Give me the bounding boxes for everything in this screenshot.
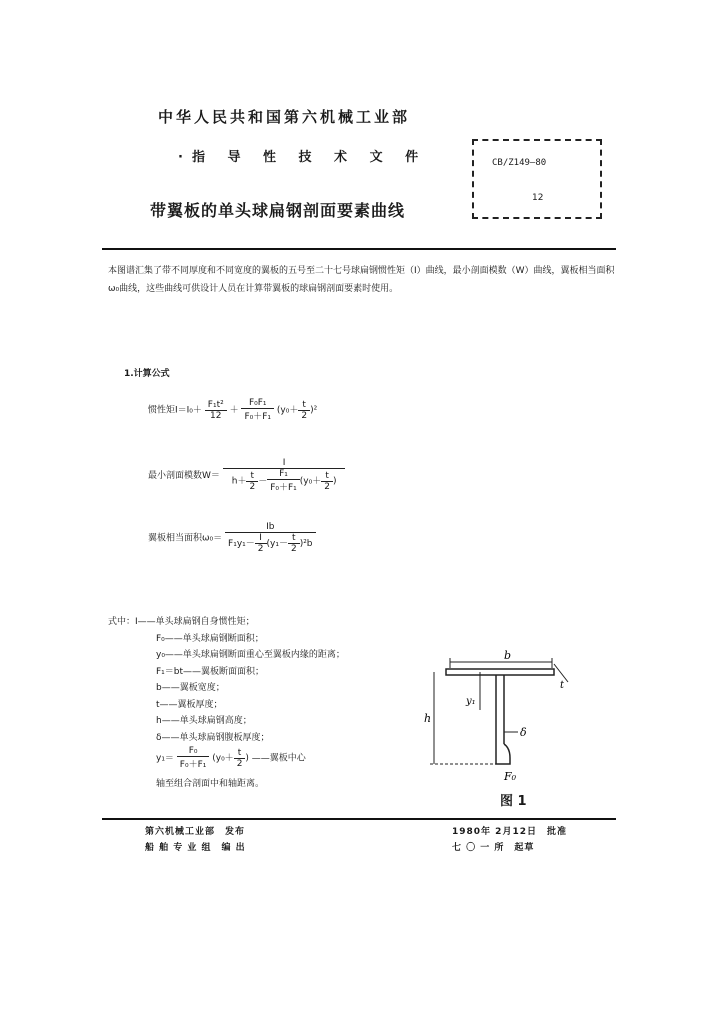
label-b: b — [504, 649, 512, 662]
definition-y1-suffix: ——翼板中心 — [251, 753, 306, 764]
formula-equivalent-area: 翼板相当面积ω₀＝ Ib F₁y₁－ $\frac{I}{2}$ (y₁－ $\frac{t}{2}$ )²b — [148, 522, 316, 554]
definition-item: b——翼板宽度； — [156, 683, 225, 693]
footer-editor: 船 舶 专 业 组 编 出 — [145, 843, 246, 853]
formula-inertia: 惯性矩I＝I₀＋ $\frac{\text{F₁t²}}{12}$ ＋ $\frac{\text{F₀F₁}}{\text{F₀＋F₁}}$ (y₀＋ $\frac{t}{2}$ )² — [148, 398, 318, 422]
label-f0: F₀ — [504, 770, 517, 783]
definition-item: F₀——单头球扁钢断面积； — [156, 633, 264, 644]
formula-modulus-label: 最小剖面模数W＝ — [148, 471, 220, 481]
footer-divider — [102, 818, 616, 820]
document-title: 带翼板的单头球扁钢剖面要素曲线 — [150, 201, 406, 220]
label-delta: δ — [520, 726, 527, 739]
definitions-list — [108, 614, 345, 793]
definition-item: F₁＝bt——翼板断面面积； — [156, 666, 265, 677]
section-heading: 1.计算公式 — [124, 369, 170, 379]
footer-approval-date: 1980年 2月12日 批准 — [452, 827, 567, 837]
definition-item: δ——单头球扁钢腹板厚度； — [156, 732, 270, 743]
standard-number: CB/Z149—80 — [492, 158, 547, 168]
definition-item: 式中：I——单头球扁钢自身惯性矩； — [108, 617, 255, 627]
definition-y1: y₁＝ $\frac{\text{F₀}}{\text{F₀＋F₁}}$ (y₀＋ $\frac{t}{2}$ ) ——翼板中心 — [156, 746, 306, 770]
definition-item: h——单头球扁钢高度； — [156, 716, 252, 726]
definitions-lead: 式中： — [108, 617, 136, 627]
flange-plate — [446, 669, 554, 675]
label-y1: y₁ — [466, 696, 476, 707]
formula-area-label: 翼板相当面积ω₀＝ — [148, 533, 223, 544]
bulb-outline — [496, 744, 510, 764]
footer-drafter: 七 〇 一 所 起草 — [452, 843, 535, 853]
standard-number-box — [472, 139, 602, 219]
header-divider — [102, 248, 616, 250]
formula-inertia-label: 惯性矩I＝ — [148, 405, 187, 416]
label-t: t — [560, 680, 565, 691]
definition-item: t——翼板厚度； — [156, 699, 223, 710]
intro-paragraph: 本图谱汇集了带不同厚度和不同宽度的翼板的五号至二十七号球扁钢惯性矩（I）曲线，最小剖面模数（W）曲线，翼板相当面积ω₀曲线，这些曲线可供设计人员在计算带翼板的球扁钢剖面要素时使用。 — [108, 266, 615, 294]
document-type: ·指 导 性 技 术 文 件 — [178, 150, 428, 165]
definition-last-line: 轴至组合剖面中和轴距离。 — [156, 779, 265, 789]
figure-cross-section — [420, 640, 570, 785]
page-number: 12 — [532, 193, 544, 203]
label-h: h — [424, 712, 432, 725]
formula-modulus: 最小剖面模数W＝ I h＋ $\frac{t}{2}$ － $\frac{\text{F₁}}{\text{F₀＋F₁}}$ (y₀＋ $\frac{t}{2}$ ) — [148, 458, 345, 493]
footer-publisher: 第六机械工业部 发布 — [145, 827, 246, 837]
definition-item: y₀——单头球扁钢断面重心至翼板内缘的距离； — [156, 650, 345, 660]
issuing-ministry: 中华人民共和国第六机械工业部 — [158, 108, 411, 126]
figure-caption: 图 1 — [500, 794, 527, 809]
